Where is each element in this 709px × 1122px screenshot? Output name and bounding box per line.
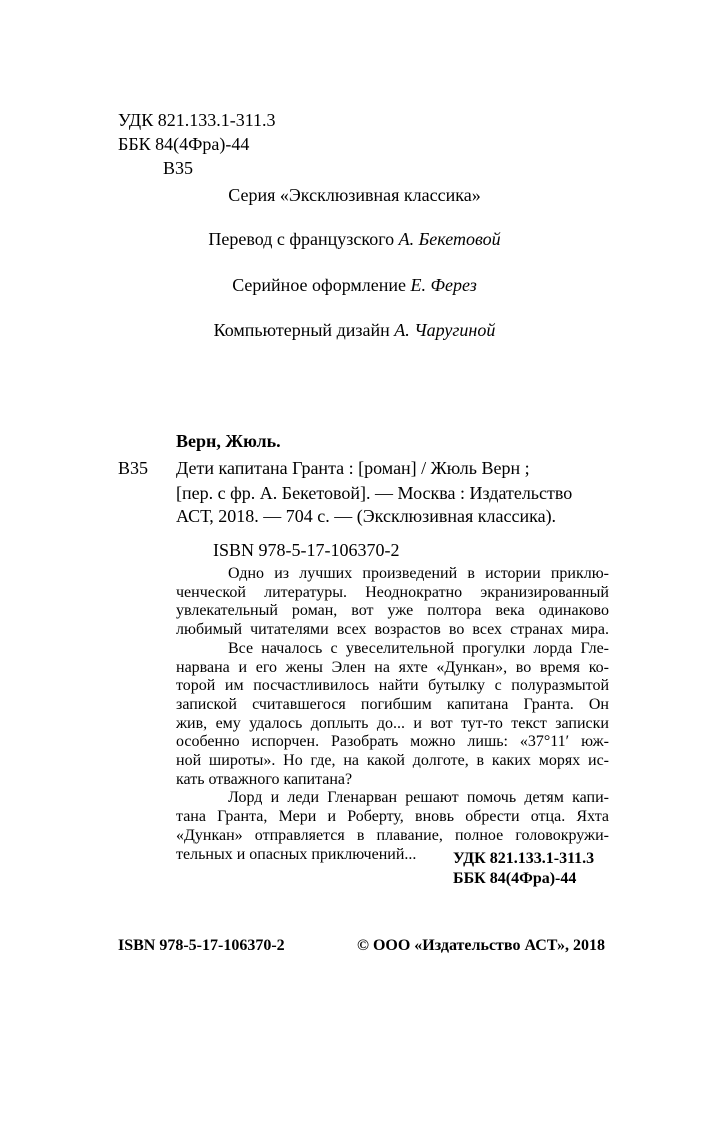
annotation-line: увлекательный роман, вот уже полтора века одинаково [176, 602, 609, 620]
annotation-line: ченческой литературы. Неоднократно экранизированный [176, 583, 609, 601]
author-mark: В35 [163, 158, 194, 178]
classification-udk: УДК 821.133.1-311.3 [453, 850, 595, 867]
annotation-line: запиской считавшегося погибшим капитана Гранта. Он [176, 695, 609, 713]
record-author: Верн, Жюль. [176, 431, 281, 451]
series-line: Серия «Эксклюзивная классика» [228, 185, 481, 205]
annotation-line: «Дункан» отправляется в плавание, полное головокружи- [176, 826, 609, 844]
annotation-line: Лорд и леди Гленарван решают помочь детям капи- [228, 789, 609, 807]
translator-name: А. Бекетовой [398, 229, 501, 249]
annotation-line: любимый читателями всех возрастов во всех странах мира. [176, 621, 609, 639]
annotation-line: торой им посчастливилось найти бутылку с полуразмытой [176, 677, 609, 695]
annotation-line: кать отважного капитана? [176, 770, 353, 788]
bbk-code: ББК 84(4Фра)-44 [118, 134, 250, 154]
classification-bbk: ББК 84(4Фра)-44 [453, 870, 577, 887]
translation-line [0, 228, 709, 250]
annotation-line: тана Гранта, Мери и Роберту, вновь обрести отца. Яхта [176, 808, 609, 826]
annotation-line: ной широты». Но где, на какой долготе, в каких морях ис- [176, 752, 609, 770]
translation-prefix: Перевод с французского [208, 229, 395, 249]
footer-isbn: ISBN 978-5-17-106370-2 [118, 937, 285, 954]
annotation-line: жив, ему удалось доплыть до... и вот тут-то текст записки [176, 714, 609, 732]
computer-design-prefix: Компьютерный дизайн [213, 320, 390, 340]
record-author-mark: В35 [118, 458, 149, 478]
record-publication-line: АСТ, 2018. — 704 с. — (Эксклюзивная классика). [176, 506, 557, 526]
annotation-line: Одно из лучших произведений в истории приклю- [228, 565, 609, 582]
cover-design-line [0, 274, 709, 296]
computer-designer-name: А. Чаругиной [394, 320, 496, 340]
record-translation-line: [пер. с фр. А. Бекетовой]. — Москва : Издательство [176, 483, 573, 503]
annotation-line: нарвана и его жены Элен на яхте «Дункан», во время ко- [176, 658, 609, 676]
record-title-line: Дети капитана Гранта : [роман] / Жюль Верн ; [176, 458, 530, 478]
footer-copyright: © ООО «Издательство АСТ», 2018 [357, 937, 606, 954]
cover-design-prefix: Серийное оформление [232, 275, 407, 295]
cover-designer-name: Е. Ферез [410, 275, 477, 295]
annotation [176, 565, 609, 864]
udk-code: УДК 821.133.1-311.3 [118, 110, 276, 130]
annotation-line: Все началось с увеселительной прогулки лорда Гле- [228, 639, 609, 657]
record-isbn: ISBN 978-5-17-106370-2 [213, 540, 400, 560]
computer-design-line [0, 319, 709, 341]
annotation-line: особенно испорчен. Разобрать можно лишь: «37°11′ юж- [176, 733, 609, 751]
annotation-line: тельных и опасных приключений... [176, 845, 417, 863]
